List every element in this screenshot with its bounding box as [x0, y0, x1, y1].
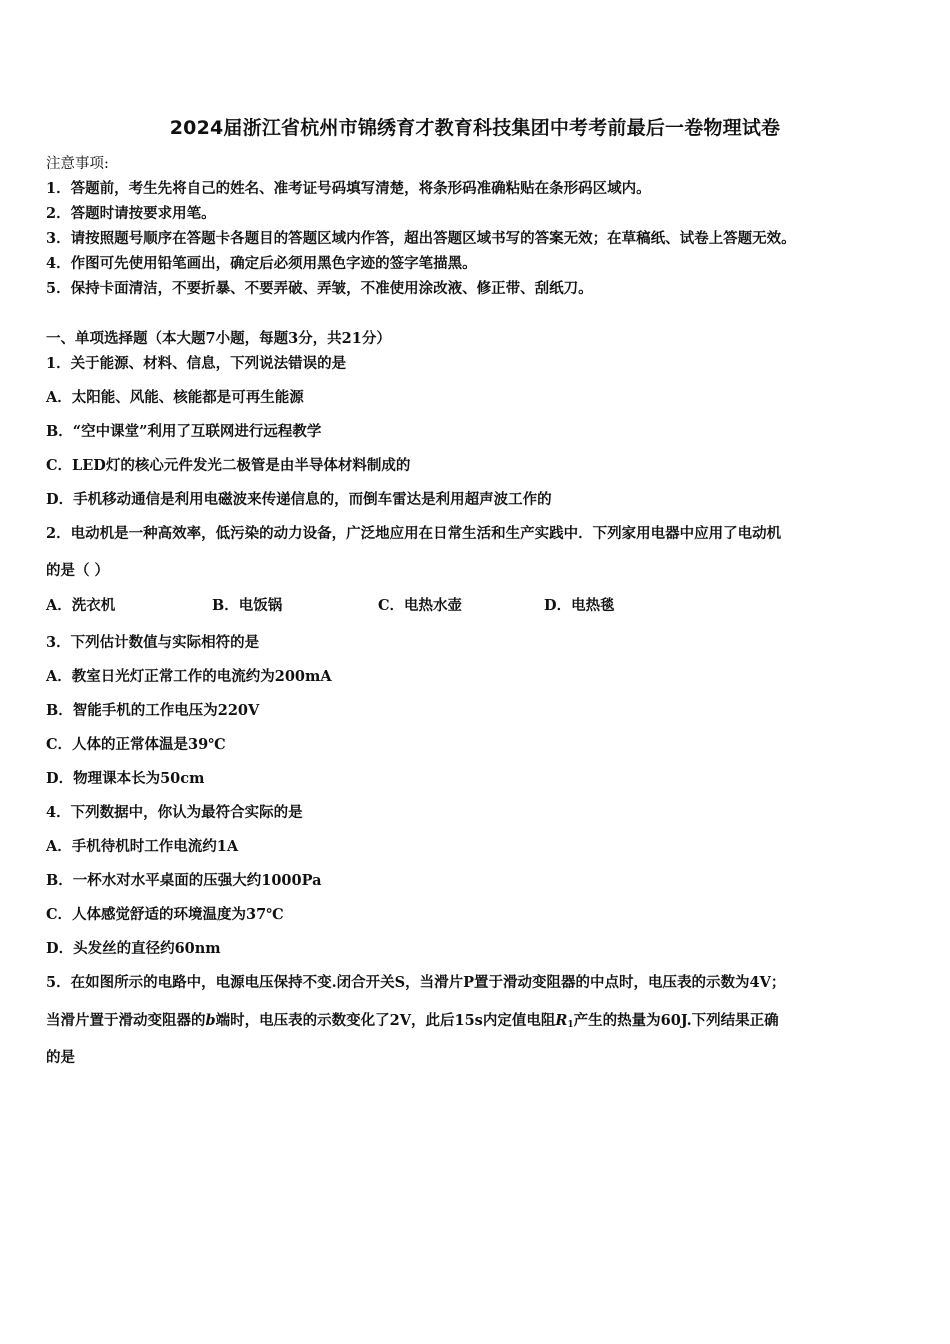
question-5-stem-cont — [46, 1009, 779, 1030]
question-2-stem: 2．电动机是一种高效率，低污染的动力设备，广泛地应用在日常生活和生产实践中．下列家用电器中应用了电动机 — [46, 525, 782, 542]
exam-title: 2024届浙江省杭州市锦绣育才教育科技集团中考考前最后一卷物理试卷 — [169, 117, 781, 139]
q5-resistor-symbol: R — [555, 1012, 568, 1029]
q5-text-c: 端时，电压表的示数变化了2V，此后15s内定值电阻 — [215, 1012, 556, 1029]
question-3-option-d: D．物理课本长为50cm — [46, 770, 205, 787]
question-1-option-a: A．太阳能、风能、核能都是可再生能源 — [46, 389, 304, 406]
question-2-options — [46, 594, 806, 615]
section-heading: 一、单项选择题（本大题7小题，每题3分，共21分） — [46, 330, 391, 347]
question-4-option-c: C．人体感觉舒适的环境温度为37℃ — [46, 906, 284, 923]
note-item: 1．答题前，考生先将自己的姓名、准考证号码填写清楚，将条形码准确粘贴在条形码区域内。 — [46, 180, 651, 197]
question-1-option-b: B．“空中课堂”利用了互联网进行远程教学 — [46, 423, 322, 440]
question-4-option-b: B．一杯水对水平桌面的压强大约1000Pa — [46, 872, 322, 889]
question-1-option-c: C．LED灯的核心元件发光二极管是由半导体材料制成的 — [46, 457, 411, 474]
question-5-stem: 5．在如图所示的电路中，电源电压保持不变.闭合开关S，当滑片P置于滑动变阻器的中点时，电压表的示数为4V； — [46, 974, 786, 991]
question-3-stem: 3．下列估计数值与实际相符的是 — [46, 634, 260, 651]
question-3-option-c: C．人体的正常体温是39℃ — [46, 736, 226, 753]
question-4-option-a: A．手机待机时工作电流约1A — [46, 838, 239, 855]
notes-heading: 注意事项: — [46, 156, 109, 172]
q5-resistor-subscript: 1 — [567, 1020, 574, 1030]
q5-text-d: 产生的热量为60J.下列结果正确 — [573, 1012, 779, 1029]
question-2-option-b: B．电饭锅 — [212, 597, 283, 614]
question-4-stem: 4．下列数据中，你认为最符合实际的是 — [46, 804, 303, 821]
question-3-option-b: B．智能手机的工作电压为220V — [46, 702, 260, 719]
q5-text-a: 当滑片置于滑动变阻器的 — [46, 1012, 206, 1029]
question-1-option-d: D．手机移动通信是利用电磁波来传递信息的，而倒车雷达是利用超声波工作的 — [46, 491, 552, 508]
note-item: 5．保持卡面清洁，不要折暴、不要弄破、弄皱，不准使用涂改液、修正带、刮纸刀。 — [46, 280, 593, 297]
question-2-option-c: C．电热水壶 — [378, 597, 463, 614]
question-3-option-a: A．教室日光灯正常工作的电流约为200mA — [46, 668, 332, 685]
question-5-stem-end: 的是 — [46, 1049, 75, 1066]
question-4-option-d: D．头发丝的直径约60nm — [46, 940, 221, 957]
question-2-option-a: A．洗衣机 — [46, 597, 116, 614]
note-item: 3．请按照题号顺序在答题卡各题目的答题区域内作答，超出答题区域书写的答案无效；在草稿纸、试卷上答题无效。 — [46, 230, 796, 247]
note-item: 4．作图可先使用铅笔画出，确定后必须用黑色字迹的签字笔描黑。 — [46, 255, 477, 272]
question-1-stem: 1．关于能源、材料、信息，下列说法错误的是 — [46, 355, 347, 372]
q5-terminal-b: b — [205, 1012, 216, 1029]
question-2-option-d: D．电热毯 — [544, 597, 615, 614]
question-2-stem-cont: 的是（ ） — [46, 562, 110, 579]
note-item: 2．答题时请按要求用笔。 — [46, 205, 216, 222]
